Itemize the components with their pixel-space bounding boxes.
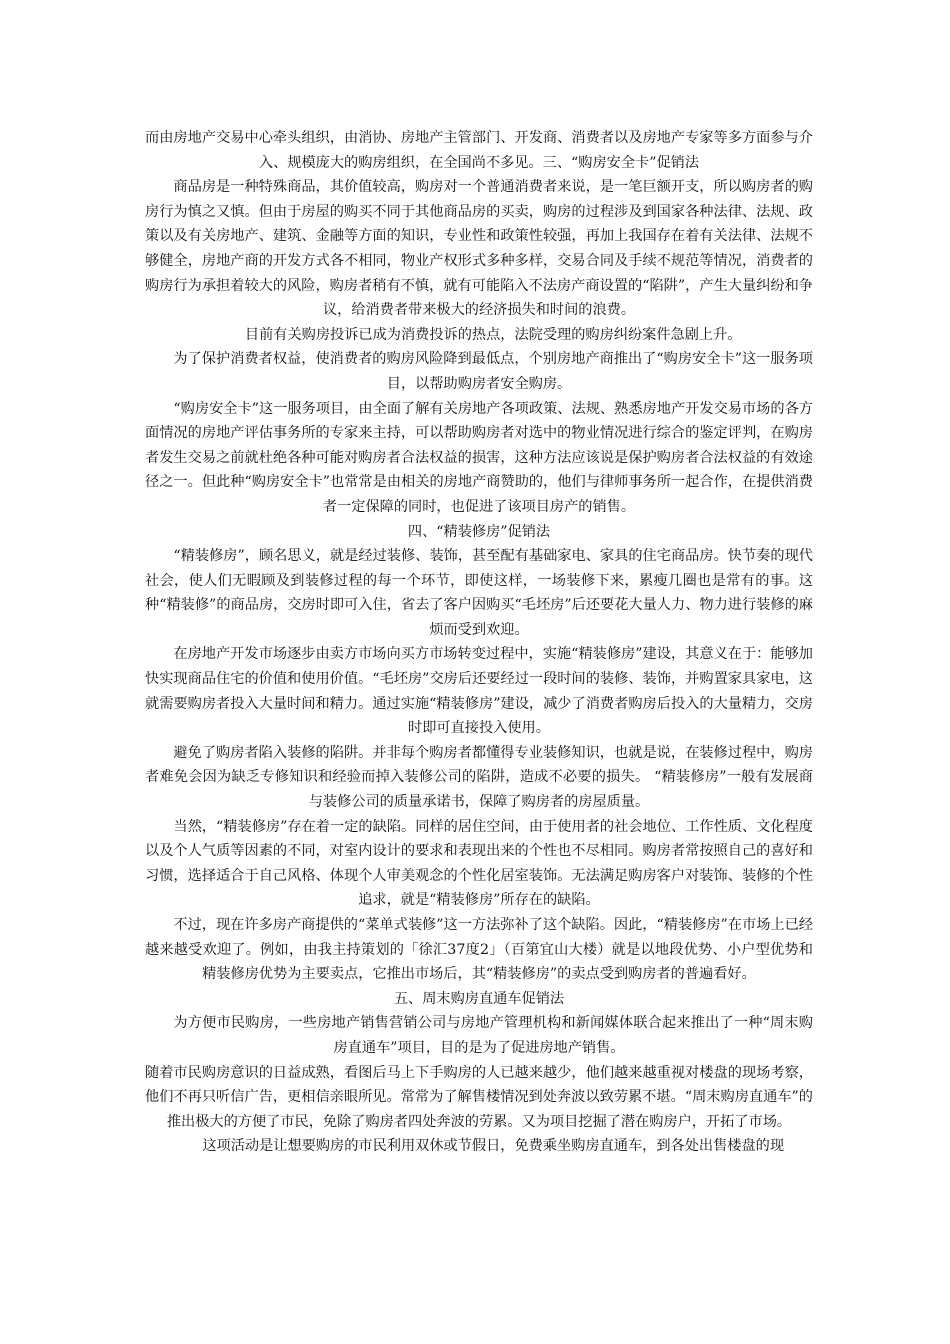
paragraph-14: 随着市民购房意识的日益成熟，看图后马上下手购房的人已越来越少，他们越来越重视对楼盘的现场考察，他们不再只听信广告，更相信亲眼所见。常常为了解售楼情况到处奔波以致劳累不堪。“周末购房直通车”的推出极大的方便了市民，免除了购房者四处奔波的劳累。又为项目挖掘了潜在购房户，开拓了市场。 — [145, 1064, 813, 1130]
paragraph-2: 商品房是一种特殊商品，其价值较高，购房对一个普通消费者来说，是一笔巨额开支，所以购房者的购房行为慎之又慎。但由于房屋的购买不同于其他商品房的买卖，购房的过程涉及到国家各种法律、法规、政策以及有关房地产、建筑、金融等方面的知识，专业性和政策性较强，再加上我国存在着有关法律、法规不够健全，房地产商的开发方式各不相同，物业产权形式多种多样，交易合同及手续不规范等情况，消费者的购房行为承担着较大的风险，购房者稍有不慎，就有可能陷入不法房产商设置的“陷阱”，产生大量纠纷和争议，给消费者带来极大的经济损失和时间的浪费。 — [145, 179, 813, 319]
section-heading-5: 五、周末购房直通车促销法 — [393, 990, 565, 1007]
document-page — [145, 126, 813, 1159]
paragraph-15: 这项活动是让想要购房的市民利用双休或节假日，免费乘坐购房直通车，到各处出售楼盘的现 — [202, 1138, 785, 1155]
paragraph-7: “精装修房”，顾名思义，就是经过装修、装饰，甚至配有基础家电、家具的住宅商品房。快节奏的现代社会，使人们无暇顾及到装修过程的每一个环节，即使这样，一场装修下来，累瘦几圈也是常有的事。这种“精装修”的商品房，交房时即可入住，省去了客户因购买“毛坯房”后还要花大量人力、物力进行装修的麻烦而受到欢迎。 — [145, 548, 813, 638]
paragraph-11: 不过，现在许多房产商提供的“菜单式装修”这一方法弥补了这个缺陷。因此，“精装修房”在市场上已经越来越受欢迎了。例如，由我主持策划的「徐汇37度2」（百第宜山大楼）就是以地段优势、小户型优势和精装修房优势为主要卖点，它推出市场后，其“精装修房”的卖点受到购房者的普遍看好。 — [145, 917, 813, 983]
paragraph-3: 目前有关购房投诉已成为消费投诉的热点，法院受理的购房纠纷案件急剧上升。 — [244, 326, 742, 343]
paragraph-1: 而由房地产交易中心牵头组织，由消协、房地产主管部门、开发商、消费者以及房地产专家等多方面参与介入、规模庞大的购房组织，在全国尚不多见。三、“购房安全卡”促销法 — [145, 130, 813, 171]
paragraph-8: 在房地产开发市场逐步由卖方市场向买方市场转变过程中，实施“精装修房”建设，其意义在于：能够加快实现商品住宅的价值和使用价值。“毛坯房”交房后还要经过一段时间的装修、装饰，并购置家具家电，这就需要购房者投入大量时间和精力。通过实施“精装修房”建设，减少了消费者购房后投入的大量精力，交房时即可直接投入使用。 — [145, 646, 813, 737]
paragraph-4: 为了保护消费者权益，使消费者的购房风险降到最低点，个别房地产商推出了“购房安全卡”这一服务项目，以帮助购房者安全购房。 — [173, 351, 813, 392]
paragraph-5: “购房安全卡”这一服务项目，由全面了解有关房地产各项政策、法规、熟悉房地产开发交易市场的各方面情况的房地产评估事务所的专家来主持，可以帮助购房者对选中的物业情况进行综合的鉴定评判，在购房者发生交易之前就杜绝各种可能对购房者合法权益的损害，这种方法应该说是保护购房者合法权益的有效途径之一。但此种“购房安全卡”也常常是由相关的房地产商赞助的，他们与律师事务所一起合作，在提供消费者一定保障的同时，也促进了该项目房产的销售。 — [145, 400, 813, 515]
section-heading-4: 四、“精装修房”促销法 — [407, 523, 551, 540]
paragraph-13: 为方便市民购房，一些房地产销售营销公司与房地产管理机构和新闻媒体联合起来推出了一种“周末购房直通车”项目，目的是为了促进房地产销售。 — [173, 1015, 813, 1056]
paragraph-10: 当然，“精装修房”存在着一定的缺陷。同样的居住空间，由于使用者的社会地位、工作性质、文化程度以及个人气质等因素的不同，对室内设计的要求和表现出来的个性也不尽相同。购房者常按照自己的喜好和习惯，选择适合于自己风格、体现个人审美观念的个性化居室装饰。无法满足购房客户对装饰、装修的个性追求，就是“精装修房”所存在的缺陷。 — [145, 818, 813, 909]
paragraph-9: 避免了购房者陷入装修的陷阱。并非每个购房者都懂得专业装修知识，也就是说，在装修过程中，购房者难免会因为缺乏专修知识和经验而掉入装修公司的陷阱，造成不必要的损失。 “精装修房”一般有发展商与装修公司的质量承诺书，保障了购房者的房屋质量。 — [145, 744, 813, 811]
